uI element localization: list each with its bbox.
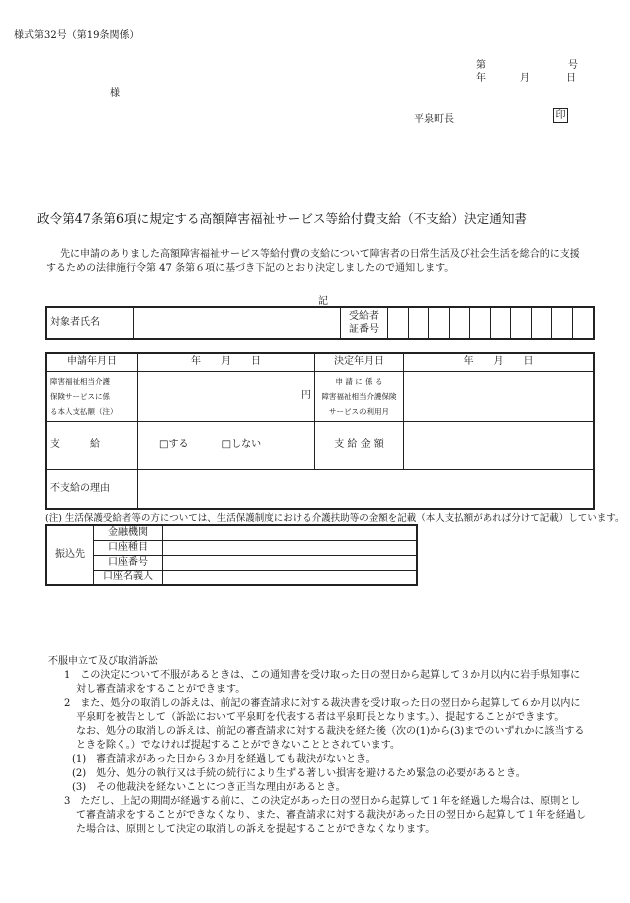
issuer: 平泉町長 bbox=[414, 114, 454, 125]
intro-text: 先に申請のありました高額障害福祉サービス等給付費の支給について障害者の日常生活及び社会生活を総合的に支援するための法律施行令第 47 条第６項に基づき下記のとおり決定しましたので通知します。 bbox=[46, 249, 580, 274]
payment-label: 支 給 bbox=[46, 421, 138, 469]
date-year: 年 bbox=[476, 73, 486, 84]
note-2-sub-2: (2) 処分、処分の執行又は手続の続行により生ずる著しい損害を避けるため緊急の必要があるとき。 bbox=[72, 768, 526, 779]
recipient-digit bbox=[531, 307, 552, 339]
note-2: 2 また、処分の取消しの訴えは、前記の審査請求に対する裁決書を受け取った日の翌日から起算して６か月以内に平泉町を被告として（訴訟において平泉町を代表する者は平泉町長となります。）、提起することができます。 bbox=[64, 698, 581, 723]
recipient-digit bbox=[429, 307, 450, 339]
note-1: 1 この決定について不服があるときは、この通知書を受け取った日の翌日から起算して３か月以内に岩手県知事に対し審査請求をすることができます。 bbox=[64, 670, 581, 695]
application-date-value: 年 月 日 bbox=[138, 353, 315, 371]
decision-date-value: 年 月 日 bbox=[404, 353, 595, 371]
doc-number-dai: 第 bbox=[476, 60, 486, 71]
recipient-digit bbox=[511, 307, 532, 339]
non-payment-reason-value bbox=[138, 469, 595, 509]
appeal-notes bbox=[48, 655, 588, 837]
date-day: 日 bbox=[566, 73, 576, 84]
ki-label: 記 bbox=[318, 296, 328, 307]
payment-options bbox=[138, 421, 315, 469]
bank-label: 振込先 bbox=[46, 525, 94, 585]
account-number-label: 口座番号 bbox=[94, 555, 163, 570]
application-date-label: 申請年月日 bbox=[46, 353, 138, 371]
usage-month-value bbox=[404, 371, 595, 421]
note-2-sub-3: (3) その他裁決を経ないことにつき正当な理由があるとき。 bbox=[72, 782, 346, 793]
date-month: 月 bbox=[520, 73, 530, 84]
note-3: 3 ただし、上記の期間が経過する前に、この決定があった日の翌日から起算して１年を経過した場合は、原則として審査請求をすることができなくなり、また、審査請求に対する裁決があった日の翌日から起算して１年を経過した場合は、原則として決定の取消しの訴えを提起することができなくなります。 bbox=[64, 796, 586, 835]
bank-name-value bbox=[163, 525, 418, 540]
account-holder-value bbox=[163, 570, 418, 585]
form-number: 様式第32号（第19条関係） bbox=[14, 30, 140, 41]
note-2-supplement: なお、処分の取消しの訴えは、前記の審査請求に対する裁決を経た後（次の(1)から(3)までのいずれかに該当するときを除く。）でなければ提起することができないこととされています。 bbox=[76, 726, 585, 751]
decision-date-label: 決定年月日 bbox=[315, 353, 404, 371]
self-payment-value: 円 bbox=[138, 371, 315, 421]
option-no-pay[interactable]: □しない bbox=[221, 439, 262, 450]
usage-month-label: 申 請 に 係 る 障害福祉相当介護保険 サービスの利用月 bbox=[315, 371, 404, 421]
account-type-value bbox=[163, 540, 418, 555]
bank-table bbox=[45, 524, 418, 586]
account-holder-label: 口座名義人 bbox=[94, 570, 163, 585]
recipient-digit bbox=[572, 307, 594, 339]
option-pay[interactable]: □する bbox=[159, 439, 189, 450]
non-payment-reason-label: 不支給の理由 bbox=[46, 469, 138, 509]
recipient-digit bbox=[470, 307, 491, 339]
payment-amount-label: 支 給 金 額 bbox=[315, 421, 404, 469]
addressee-sama: 様 bbox=[110, 88, 120, 99]
target-name-label: 対象者氏名 bbox=[46, 307, 134, 339]
seal-mark: 印 bbox=[553, 108, 568, 123]
bank-name-label: 金融機関 bbox=[94, 525, 163, 540]
self-payment-label: 障害福祉相当介護 保険サービスに係 る本人支払額（注） bbox=[46, 371, 138, 421]
account-type-label: 口座種目 bbox=[94, 540, 163, 555]
recipient-number-label: 受給者 証番号 bbox=[341, 307, 388, 339]
account-number-value bbox=[163, 555, 418, 570]
recipient-digit bbox=[408, 307, 429, 339]
recipient-digit bbox=[552, 307, 573, 339]
notes-heading: 不服申立て及び取消訴訟 bbox=[48, 656, 158, 667]
recipient-digit bbox=[388, 307, 409, 339]
recipient-digit bbox=[490, 307, 511, 339]
note-2-sub-1: (1) 審査請求があった日から３か月を経過しても裁決がないとき。 bbox=[72, 754, 376, 765]
decision-table bbox=[45, 352, 595, 510]
target-table bbox=[45, 306, 595, 340]
recipient-digit bbox=[449, 307, 470, 339]
page-title: 政令第47条第6項に規定する高額障害福祉サービス等給付費支給（不支給）決定通知書 bbox=[37, 211, 528, 226]
target-name-value bbox=[134, 307, 341, 339]
payment-amount-value bbox=[404, 421, 595, 469]
footnote: (注) 生活保護受給者等の方については、生活保護制度における介護扶助等の金額を記載（本人支払額があれば分けて記載）しています。 bbox=[45, 513, 625, 524]
doc-number-go: 号 bbox=[568, 60, 578, 71]
